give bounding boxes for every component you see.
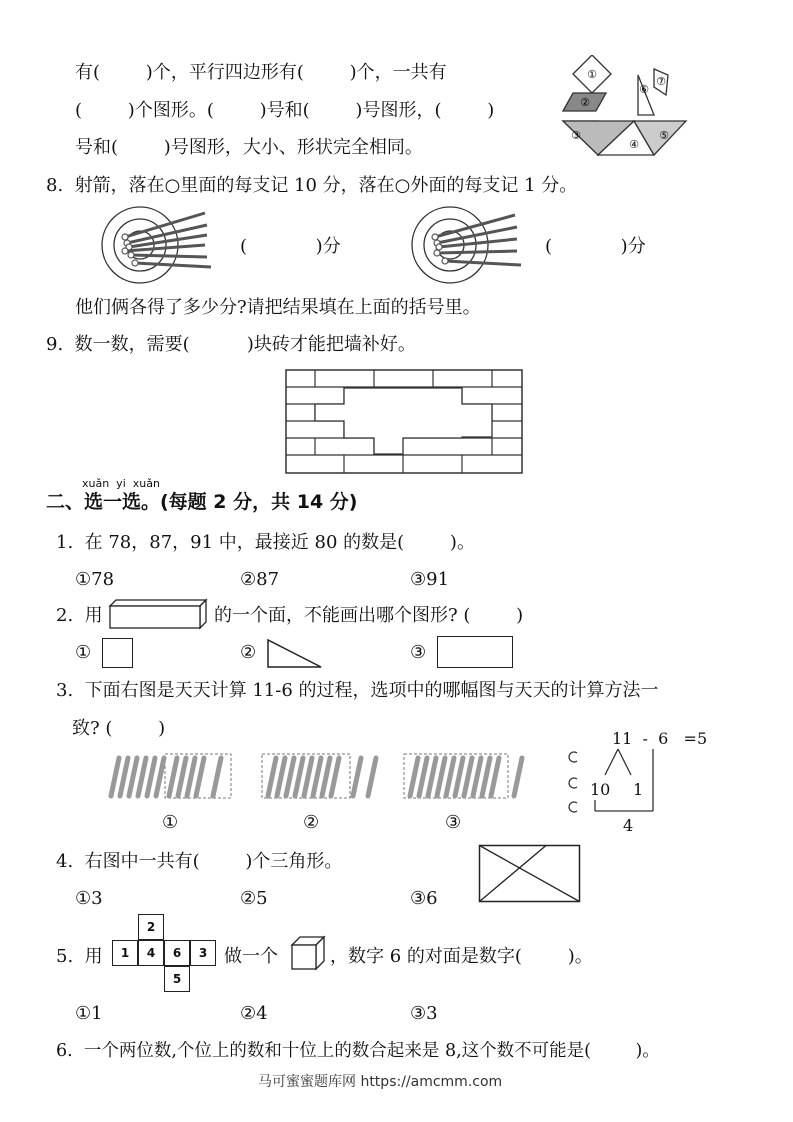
net-face-4: 3 bbox=[190, 940, 216, 966]
q8-blank-a: ( )分 bbox=[240, 236, 341, 257]
c4-question: 4. 右图中一共有( )个三角形。 bbox=[56, 851, 343, 872]
c3-line2: 致? ( ) bbox=[72, 718, 166, 739]
c5-option-1: ①1 bbox=[75, 1003, 103, 1024]
c3-sticks-option-3 bbox=[400, 752, 530, 802]
tangram-label-7: ⑦ bbox=[656, 75, 666, 88]
c3-calc-bottom: 4 bbox=[623, 816, 634, 835]
section2-title: 二、选一选。(每题 2 分，共 14 分) bbox=[46, 491, 358, 513]
c5-middle: 做一个 bbox=[224, 946, 278, 967]
c1-option-2: ②87 bbox=[240, 569, 280, 590]
c6-question: 6. 一个两位数,个位上的数和十位上的数合起来是 8,这个数不可能是( )。 bbox=[56, 1041, 660, 1061]
net-face-top: 2 bbox=[138, 914, 164, 940]
net-face-1: 1 bbox=[112, 940, 138, 966]
c4-option-3: ③6 bbox=[410, 888, 438, 909]
c1-option-3: ③91 bbox=[410, 569, 450, 590]
c4-option-1: ①3 bbox=[75, 888, 103, 909]
c4-triangles-figure bbox=[478, 844, 582, 904]
tangram-label-4: ④ bbox=[629, 138, 639, 151]
c3-sticks-option-2 bbox=[258, 752, 388, 802]
c3-calc-right: 1 bbox=[633, 780, 644, 799]
c1-question: 1. 在 78，87，91 中，最接近 80 的数是( )。 bbox=[56, 532, 475, 553]
c3-option-mark-2: ② bbox=[303, 812, 320, 833]
c2-rectangle-shape bbox=[437, 636, 513, 668]
c2-suffix: 的一个面，不能画出哪个图形? ( ) bbox=[214, 605, 524, 626]
c3-option-mark-3: ③ bbox=[445, 812, 462, 833]
q7-line3: 号和( )号图形，大小、形状完全相同。 bbox=[75, 137, 423, 158]
q9-question: 9. 数一数，需要( )块砖才能把墙补好。 bbox=[46, 334, 416, 355]
c1-option-1: ①78 bbox=[75, 569, 115, 590]
q8-blank-b: ( )分 bbox=[545, 236, 646, 257]
c2-square-shape bbox=[102, 638, 133, 668]
c2-option-mark-1: ① bbox=[75, 642, 92, 663]
tangram-label-5: ⑤ bbox=[659, 129, 669, 142]
q7-line2: ( )个图形。( )号和( )号图形，( ) bbox=[75, 100, 495, 121]
c5-option-2: ②4 bbox=[240, 1003, 268, 1024]
c2-option-mark-3: ③ bbox=[410, 642, 427, 663]
cube-icon bbox=[290, 935, 326, 971]
tangram-label-3: ③ bbox=[571, 129, 581, 142]
c3-calc-diagram bbox=[565, 745, 675, 835]
c5-option-3: ③3 bbox=[410, 1003, 438, 1024]
target-a-figure bbox=[95, 205, 225, 285]
c4-option-2: ②5 bbox=[240, 888, 268, 909]
c2-option-mark-2: ② bbox=[240, 642, 257, 663]
c2-triangle-shape bbox=[265, 638, 325, 670]
c5-suffix: ，数字 6 的对面是数字( )。 bbox=[330, 946, 593, 967]
cuboid-icon bbox=[108, 598, 208, 630]
q8-followup: 他们俩各得了多少分?请把结果填在上面的括号里。 bbox=[75, 297, 481, 318]
tangram-label-1: ① bbox=[587, 68, 597, 81]
c2-prefix: 2. 用 bbox=[56, 605, 103, 626]
page-footer: 马可蜜蜜题库网 https://amcmm.com bbox=[258, 1074, 503, 1090]
q7-line1: 有( )个，平行四边形有( )个，一共有 bbox=[75, 62, 447, 83]
section2-pinyin: xuǎn yi xuǎn bbox=[82, 477, 160, 490]
c3-sticks-option-1 bbox=[103, 752, 233, 802]
c3-calc-left: 10 bbox=[590, 780, 611, 799]
q8-question: 8. 射箭，落在○里面的每支记 10 分，落在○外面的每支记 1 分。 bbox=[46, 175, 578, 196]
net-face-bottom: 5 bbox=[164, 966, 190, 992]
c3-calc-expression: 11 - 6 =5 bbox=[612, 729, 708, 748]
target-b-figure bbox=[405, 205, 535, 285]
c3-line1: 3. 下面右图是天天计算 11-6 的过程，选项中的哪幅图与天天的计算方法一 bbox=[56, 680, 659, 701]
c3-option-mark-1: ① bbox=[162, 812, 179, 833]
net-face-2: 4 bbox=[138, 940, 164, 966]
tangram-label-6: ⑥ bbox=[639, 83, 649, 96]
tangram-boat-figure bbox=[558, 55, 698, 165]
brick-wall-figure bbox=[285, 369, 525, 475]
tangram-label-2: ② bbox=[580, 96, 590, 109]
net-face-3: 6 bbox=[164, 940, 190, 966]
c5-prefix: 5. 用 bbox=[56, 946, 103, 967]
